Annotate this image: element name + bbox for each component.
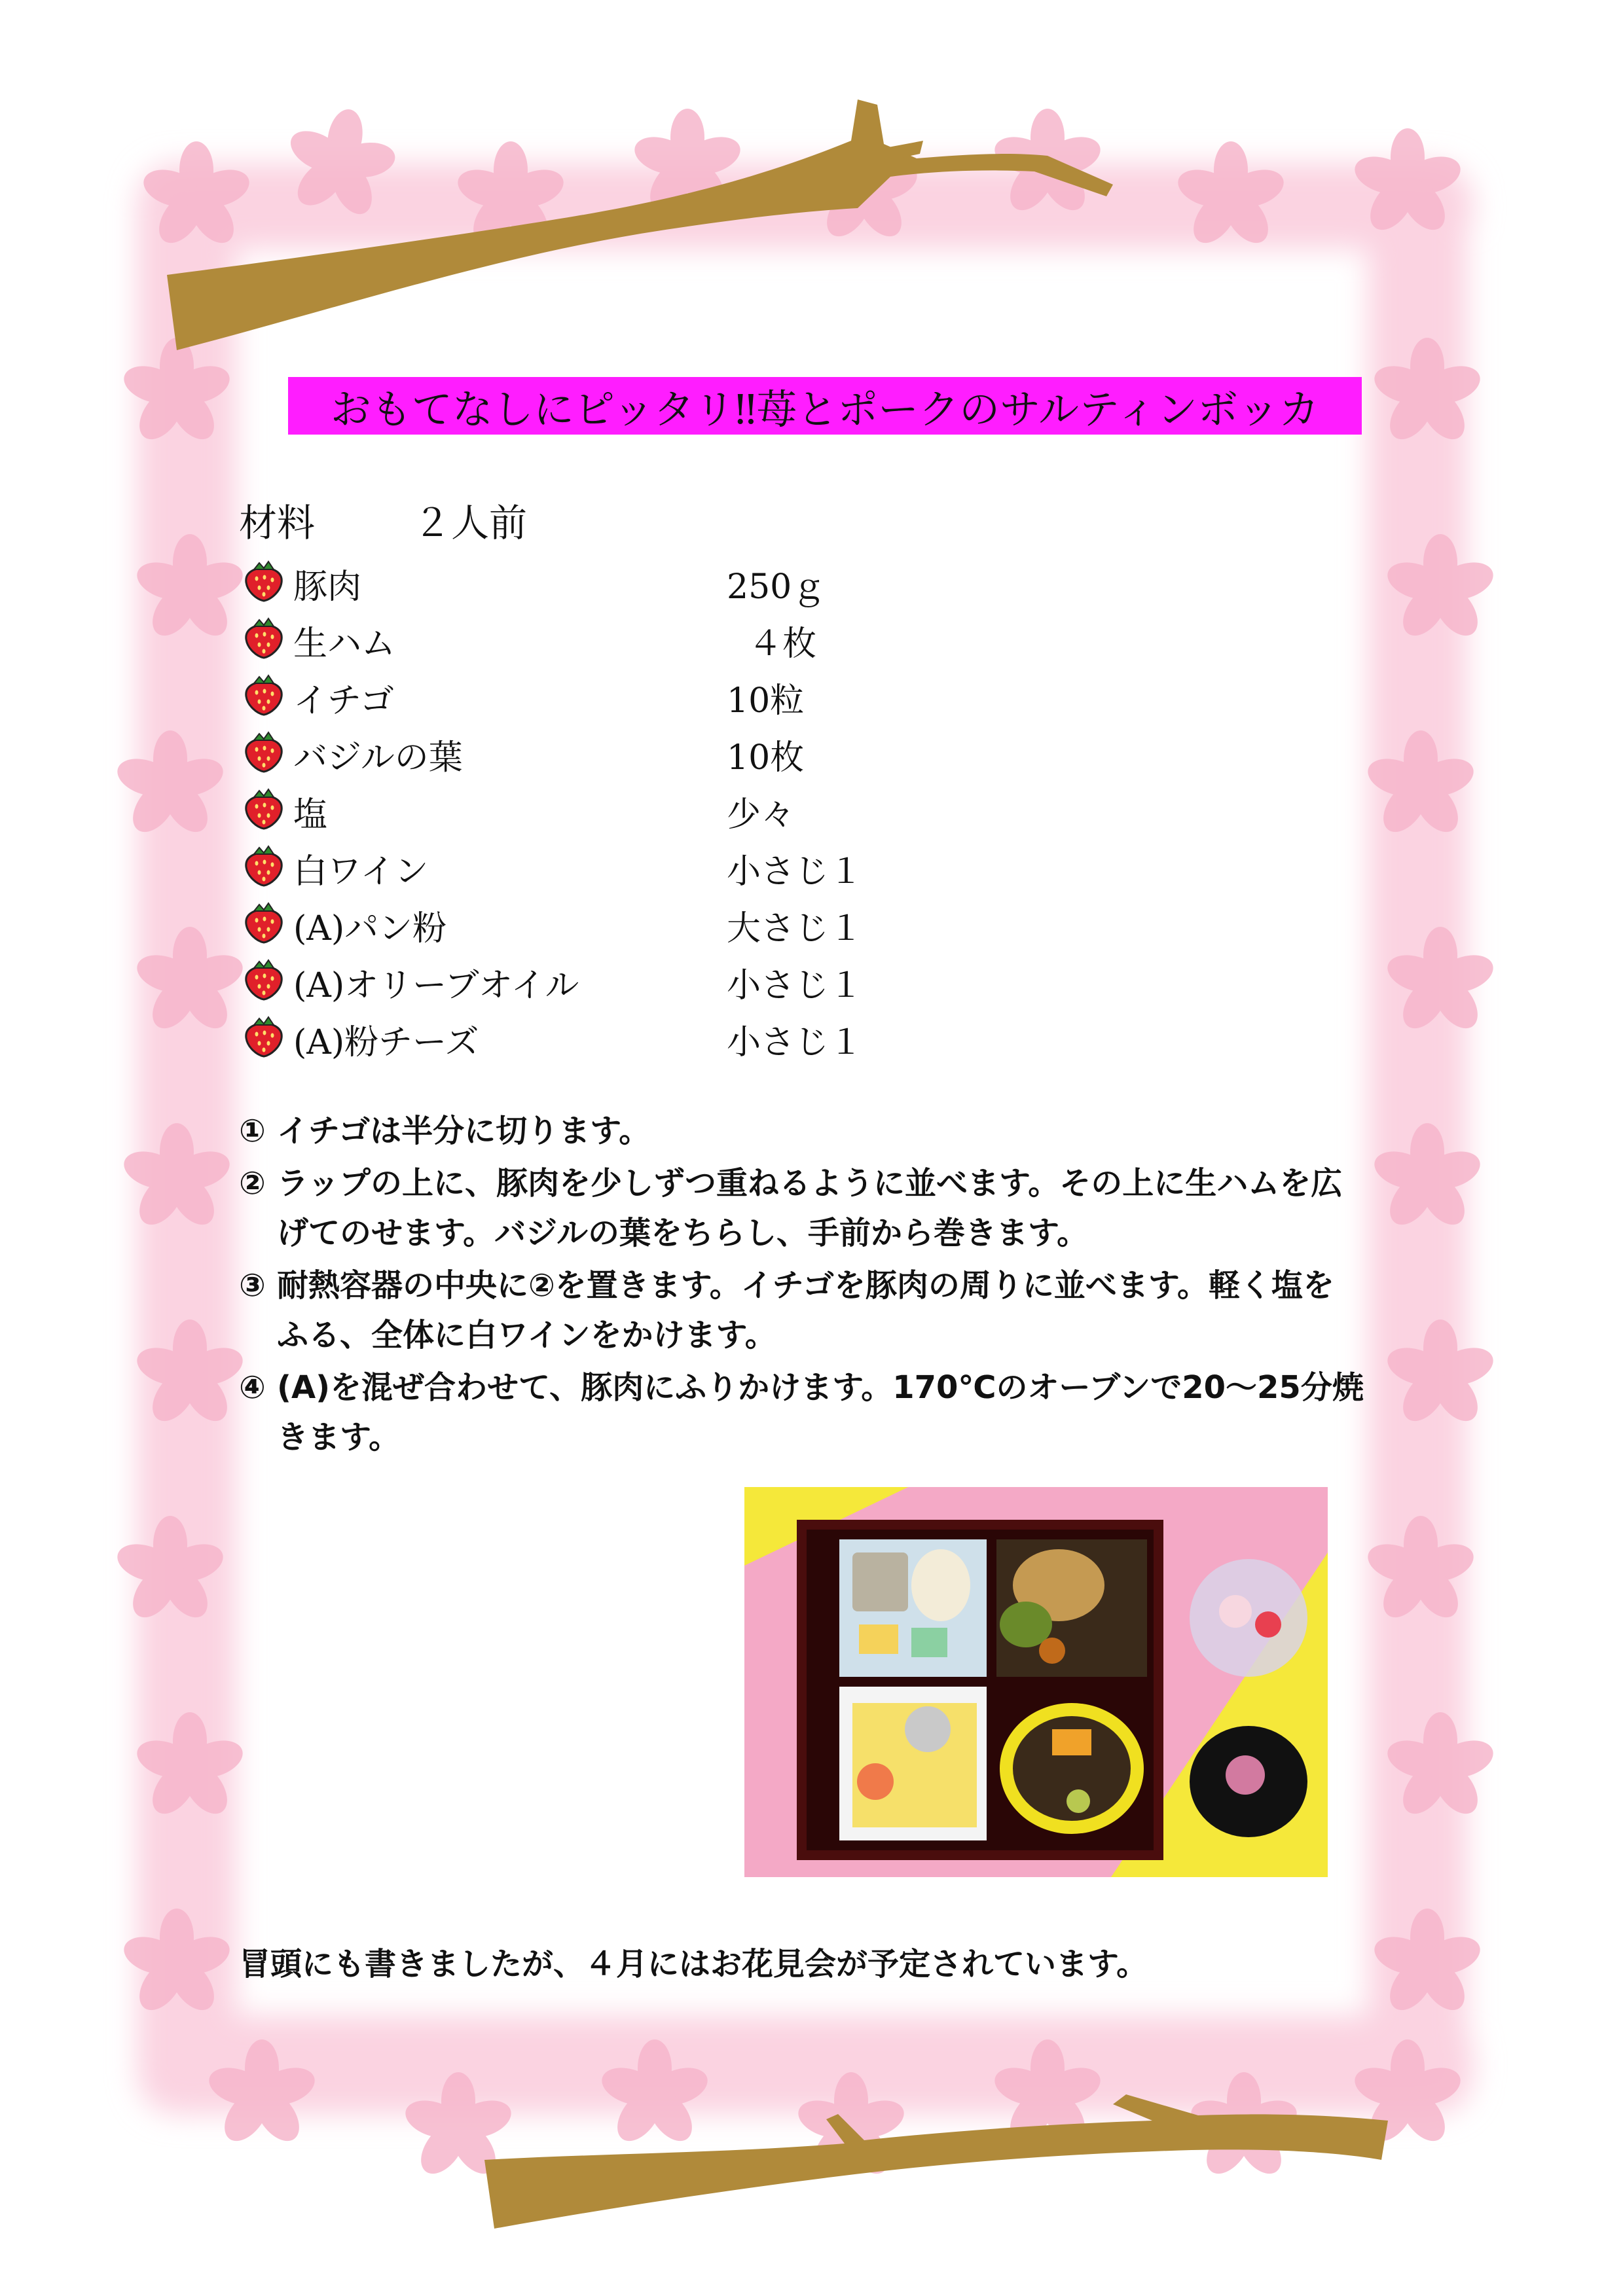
recipe-title xyxy=(288,377,1362,435)
step-number: ③ xyxy=(239,1267,266,1304)
ingredient-name: 塩 xyxy=(293,795,328,834)
step-item xyxy=(239,1363,1365,1462)
ingredient-name: 生ハム xyxy=(293,624,396,664)
ingredient-quantity: 10枚 xyxy=(727,738,805,778)
recipe-title-text: おもてなしにピッタリ‼苺とポークのサルティンボッカ xyxy=(330,385,1320,433)
servings-label: ２人前 xyxy=(413,501,528,545)
ingredient-name: (A)粉チーズ xyxy=(293,1023,479,1062)
strawberry-icon xyxy=(242,787,285,830)
ingredients-header xyxy=(239,492,527,547)
ingredient-row xyxy=(242,613,962,670)
ingredient-name: 豚肉 xyxy=(293,567,362,607)
step-number: ④ xyxy=(239,1369,266,1406)
ingredient-row xyxy=(242,670,962,727)
ingredient-row xyxy=(242,727,962,784)
strawberry-icon xyxy=(242,730,285,773)
ingredient-quantity: 小さじ１ xyxy=(727,852,864,891)
step-text: ラップの上に、豚肉を少しずつ重ねるように並べます。その上に生ハムを広げてのせます。バジルの葉をちらし、手前から巻きます。 xyxy=(277,1165,1343,1251)
ingredient-name: 白ワイン xyxy=(293,852,429,891)
step-item xyxy=(239,1261,1365,1360)
ingredient-quantity: 250ｇ xyxy=(727,567,826,607)
step-number: ② xyxy=(239,1165,266,1202)
step-text: (A)を混ぜ合わせて、豚肉にふりかけます。170℃のオーブンで20～25分焼きます。 xyxy=(277,1369,1364,1456)
ingredient-row xyxy=(242,784,962,841)
ingredient-row xyxy=(242,898,962,955)
closing-note: 冒頭にも書きましたが、４月にはお花見会が予定されています。 xyxy=(239,1946,1148,1982)
strawberry-icon xyxy=(242,958,285,1001)
step-number: ① xyxy=(239,1113,266,1149)
bento-illustration xyxy=(744,1487,1328,1877)
ingredient-quantity: ４枚 xyxy=(727,624,817,664)
bento-photo xyxy=(744,1487,1328,1877)
ingredient-row xyxy=(242,1012,962,1069)
strawberry-icon xyxy=(242,673,285,716)
ingredient-row xyxy=(242,955,962,1012)
ingredient-row xyxy=(242,556,962,613)
ingredient-name: イチゴ xyxy=(293,681,394,721)
step-item xyxy=(239,1106,1365,1156)
ingredient-name: (A)パン粉 xyxy=(293,909,447,948)
strawberry-icon xyxy=(242,1014,285,1058)
ingredients-label: 材料 xyxy=(239,501,316,545)
ingredient-name: バジルの葉 xyxy=(293,738,463,778)
strawberry-icon xyxy=(242,901,285,944)
strawberry-icon xyxy=(242,844,285,887)
ingredient-quantity: 小さじ１ xyxy=(727,966,864,1005)
ingredient-quantity: 少々 xyxy=(727,795,795,834)
ingredient-row xyxy=(242,841,962,898)
ingredients-list xyxy=(242,556,962,1069)
strawberry-icon xyxy=(242,559,285,602)
step-text: 耐熱容器の中央に②を置きます。イチゴを豚肉の周りに並べます。軽く塩をふる、全体に白ワインをかけます。 xyxy=(277,1267,1335,1354)
step-text: イチゴは半分に切ります。 xyxy=(277,1113,651,1149)
ingredient-quantity: 10粒 xyxy=(727,681,805,721)
strawberry-icon xyxy=(242,616,285,659)
step-item xyxy=(239,1158,1365,1258)
ingredient-quantity: 大さじ１ xyxy=(727,909,864,948)
steps-list xyxy=(239,1106,1365,1465)
ingredient-quantity: 小さじ１ xyxy=(727,1023,864,1062)
ingredient-name: (A)オリーブオイル xyxy=(293,966,579,1005)
